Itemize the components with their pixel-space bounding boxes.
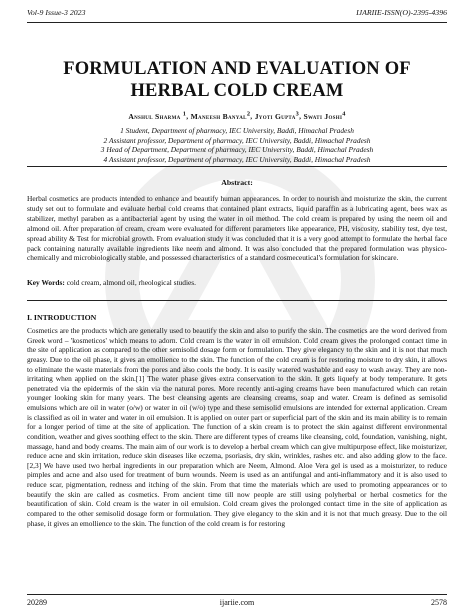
journal-issn: IJARIIE-ISSN(O)-2395-4396 — [356, 8, 447, 17]
introduction-body — [27, 326, 447, 528]
author-4: Swati Joshi$^4$ — [303, 110, 346, 121]
page-footer — [27, 598, 447, 610]
paper-title — [20, 58, 454, 102]
abstract-top-rule — [27, 166, 447, 167]
keywords-label: Key Words: — [27, 278, 65, 287]
author-2: Maneesh Banyal$^2$ — [190, 110, 251, 121]
title-line-2: HERBAL COLD CREAM — [130, 81, 344, 101]
affiliation-1: 1 Student, Department of pharmacy, IEC University, Baddi, Himachal Pradesh — [120, 126, 354, 135]
affiliation-3: 3 Head of Department, Department of pharmacy, IEC University, Baddi, Himachal Pradesh — [100, 145, 374, 155]
paper-id: 20289 — [27, 598, 47, 607]
author-3: Jyoti Gupta$^3$ — [254, 110, 300, 121]
page-number: 2578 — [431, 598, 447, 607]
header-rule — [27, 22, 447, 23]
journal-site: ijariie.com — [219, 598, 255, 607]
keywords-text: cold cream, almond oil, rheological studies. — [66, 278, 197, 287]
affiliations — [20, 126, 454, 164]
author-list: Anshul Sharma $^1$, Maneesh Banyal$^2$, Jyoti Gupta$^3$, Swati Joshi$^4$ — [128, 110, 346, 121]
affiliation-4: 4 Assistant professor, Department of pharmacy, IEC University, Baddi, Himachal Pradesh — [103, 154, 371, 164]
author-1: Anshul Sharma $^1$ — [128, 110, 187, 121]
footer-rule — [27, 594, 447, 595]
page-header — [27, 8, 447, 20]
journal-issue: Vol-9 Issue-3 2023 — [27, 8, 86, 17]
keywords — [27, 278, 447, 288]
introduction-heading: I. INTRODUCTION — [27, 313, 97, 322]
keywords-bottom-rule — [27, 300, 447, 301]
abstract-heading: Abstract: — [221, 178, 253, 187]
affiliation-2: 2 Assistant professor, Department of pharmacy, IEC University, Baddi, Himachal Pradesh — [103, 135, 371, 145]
abstract-text: Herbal cosmetics are products intended to enhance and beautify human appearances. In order to nourish and moisturize the skin, the current study set out to formulate and evaluate herbal cold creams that contained plant extracts, liquid paraffin as a lubricating agent, bees wax as stabilizer, methyl paraben as a antibacterial agent by using the water in oil method. The cold cream is prepared by using the neem oil and almond oil. After preparation of cream, cream were evaluated for different parameters like appearance, PH, viscosity, stability test, dye test, spread ability & Test for microbial growth. From evaluation study it was concluded that it is a very good attempt to formulate the herbal face pack containing naturally available ingredients like neem and almond. It was also concluded that the prepared formulation was physico-chemically and microbiologically stable, and possessed characteristics of a standard cosmeceutical's formulation for skincare. — [27, 194, 447, 263]
introduction-paragraph: Cosmetics are the products which are generally used to beautify the skin and also to purify the skin. The cosmetics are the word derived from Greek word – 'kosmeticos' which means to adorn. Cold cream is the water in oil emulsion. Cold cream gives the prolonged contact time in the site of application as compared to the other semisolid dosage form or formulation. They give elegancy to the skin and it is not that much greasy. Due to the oil phase, it gives an emollience to the skin. The function of the cold cream is for restoring moisture to dry skin, it allows to eliminate the waste materials from the pores and also cools the body. It is easily watered washable and easy to wash away. They are non-irritating when applied on the skin.[1] The water phase gives extra conservation to the skin. It gets liquefy at body temperature. It gets penetrated via the epidermis of the skin via the natural pores. More recently anti-aging creams have been manufactured which can retain younger looking skin for many years. The best cleansing agents are cleansing creams, soap and water. Cream is defined as semisolid emulsions which are oil in water (o/w) or water in oil (w/o) type and these semisolid emulsions are intended for external application. Cream is classified as oil in water and water in oil emulsion. It is applied on outer part or superficial part of the skin and its main ability is to remain for a longer period of time at the site of application. The function of a skin cream is to protect the skin against different environmental condition, weather and gives soothing effect to the skin. There are different types of creams like cleansing, cold, foundation, vanishing, night, massage, hand and body creams. The main aim of our work is to develop a herbal cream which can give multipurpose effect, like moisturizer, reduce acne and skin irritation, reduce skin diseases like eczema, psoriasis, dry skin, wrinkles, rashes etc. and also adding glow to the face. [2,3] We have used two herbal ingredients in our preparation which are Neem, Almond. Aloe Vera gel is used as a moisturizer, to reduce pimples and acne and also used for treatment of burn wounds. Neem is used as an antifungal and anti-inflammatory and it is also used to reduce scar, pigmentation, redness and itching of the skin. From that time the materials which are used to promoting appearances or to beautify the skin are called as cosmetics. From ancient time till now people are still using polyherbal or herbal cosmetics for the beautification of skin. Cold cream is the water in oil emulsion. Cold cream gives the prolonged contact time in the site of application as compared to the other semisolid dosage form or formulation. They give elegancy to the skin and it is not that much greasy. Due to the oil phase, it gives an emollience to the skin. The function of the cold cream is for restoring — [27, 326, 447, 528]
title-line-1: FORMULATION AND EVALUATION OF — [63, 59, 411, 79]
